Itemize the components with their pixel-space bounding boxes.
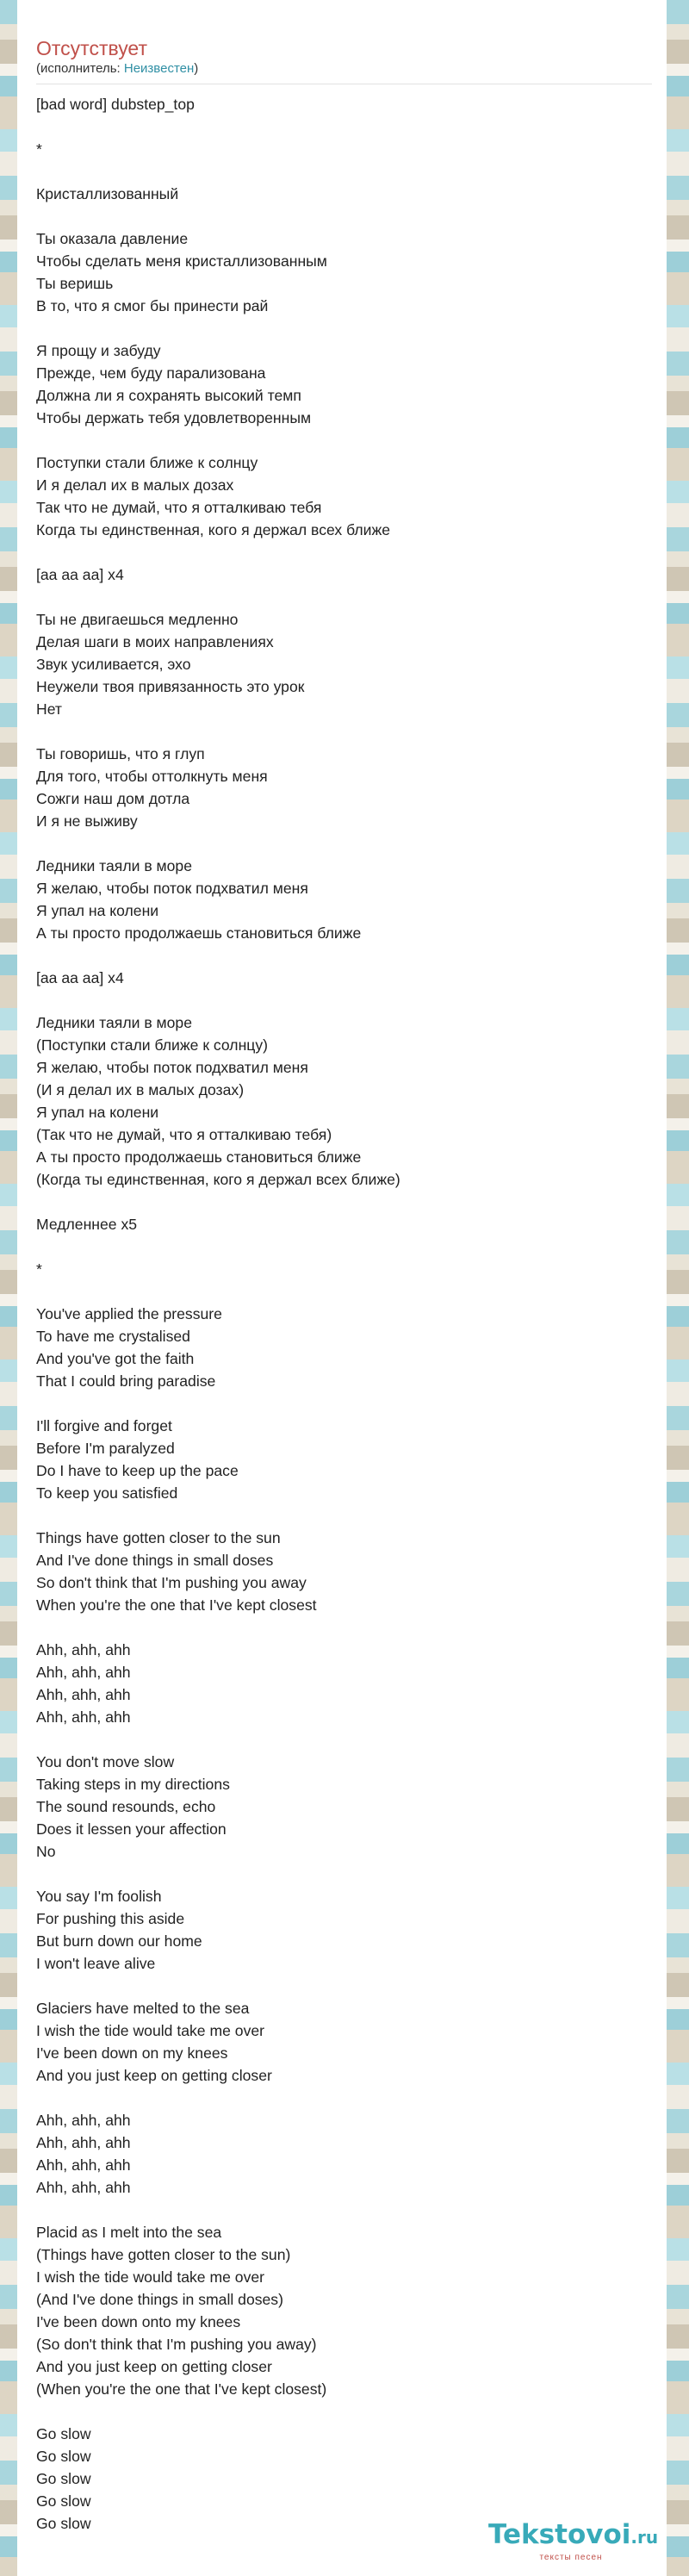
page-content	[17, 0, 667, 2532]
song-title: Отсутствует	[36, 37, 147, 59]
logo-tagline: тексты песен	[539, 2553, 603, 2562]
logo-wordmark	[488, 2519, 659, 2553]
lyrics-page	[17, 0, 667, 2576]
artist-suffix: )	[194, 61, 199, 76]
lyrics-text: [bad word] dubstep_top * Кристаллизованный Ты оказала давление Чтобы сделать меня кристаллизованным Ты веришь В то, что я смог бы принести рай Я прощу и забуду Прежде, чем буду парализована Должна ли я сохранять высокий темп Чтобы держать тебя удовлетворенным Поступки стали ближе к солнцу И я делал их в малых дозах Так что не думай, что я отталкиваю тебя Когда ты единственная, кого я держал всех ближе [аа аа аа] x4 Ты не двигаешься медленно Делая шаги в моих направлениях Звук усиливается, эхо Неужели твоя привязанность это урок Нет Ты говоришь, что я глуп Для того, чтобы оттолкнуть меня Сожги наш дом дотла И я не выживу Ледники таяли в море Я желаю, чтобы поток подхватил меня Я упал на колени А ты просто продолжаешь становиться ближе [аа аа аа] x4 Ледники таяли в море (Поступки стали ближе к солнцу) Я желаю, чтобы поток подхватил меня (И я делал их в малых дозах) Я упал на колени (Так что не думай, что я отталкиваю тебя) А ты просто продолжаешь становиться ближе (Когда ты единственная, кого я держал всех ближе) Медленнее x5 * You've applied the pressure To have me crystalised And you've got the faith That I could bring paradise I'll forgive and forget Before I'm paralyzed Do I have to keep up the pace To keep you satisfied Things have gotten closer to the sun And I've done things in small doses So don't think that I'm pushing you away When you're the one that I've kept closest Ahh, ahh, ahh Ahh, ahh, ahh Ahh, ahh, ahh Ahh, ahh, ahh You don't move slow Taking steps in my directions The sound resounds, echo Does it lessen your affection No You say I'm foolish For pushing this aside But burn down our home I won't leave alive Glaciers have melted to the sea I wish the tide would take me over I've been down on my knees And you just keep on getting closer Ahh, ahh, ahh Ahh, ahh, ahh Ahh, ahh, ahh Ahh, ahh, ahh Placid as I melt into the sea (Things have gotten closer to the sun) I wish the tide would take me over (And I've done things in small doses) I've been down onto my knees (So don't think that I'm pushing you away) And you just keep on getting closer (When you're the one that I've kept closest) Go slow Go slow Go slow Go slow Go slow	[36, 96, 400, 2532]
site-logo[interactable]	[488, 2519, 659, 2566]
artist-prefix: (исполнитель:	[36, 61, 124, 76]
logo-tld: .ru	[630, 2527, 659, 2548]
artist-link[interactable]: Неизвестен	[123, 61, 195, 76]
logo-name: Tekstovoi	[488, 2519, 631, 2550]
artist-line	[36, 61, 667, 77]
